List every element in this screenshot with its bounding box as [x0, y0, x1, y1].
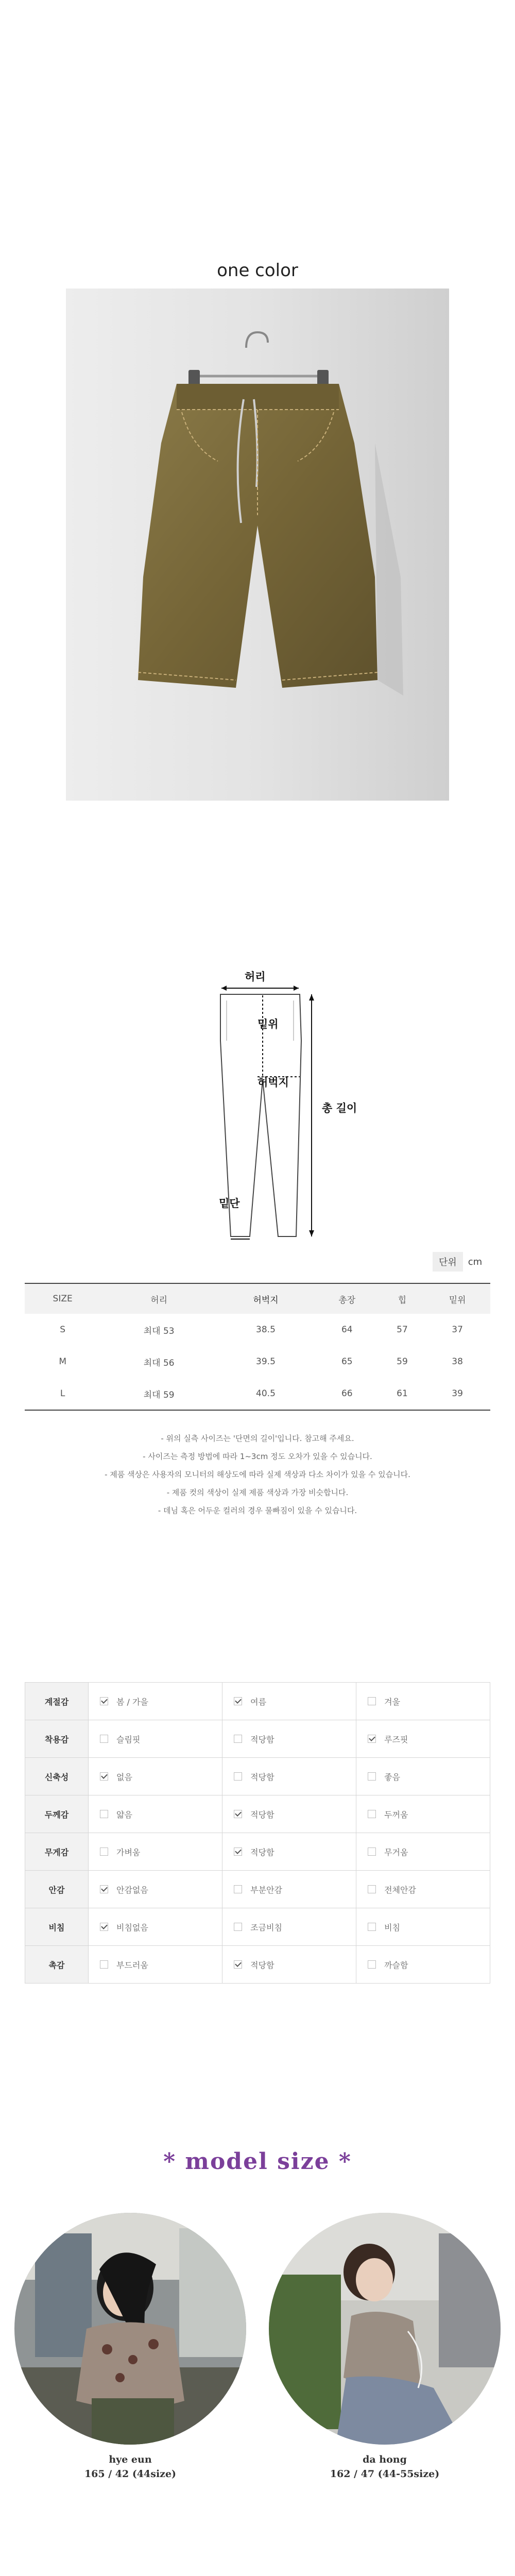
table-cell: 38 — [452, 1357, 463, 1367]
hem-label: 밑단 — [219, 1197, 240, 1210]
fit-option — [356, 1908, 490, 1946]
table-cell: 38.5 — [256, 1325, 276, 1335]
fit-option-label: 부드러움 — [116, 1960, 148, 1970]
fit-option-label: 가벼움 — [116, 1847, 141, 1857]
fit-row — [25, 1683, 490, 1720]
checkbox-empty-icon — [368, 1810, 376, 1818]
fit-option-label: 적당함 — [250, 1847, 274, 1857]
fit-option — [89, 1871, 222, 1908]
fit-category: 안감 — [25, 1871, 89, 1908]
checkbox-empty-icon — [368, 1885, 376, 1893]
fit-option — [89, 1720, 222, 1758]
checkbox-empty-icon — [234, 1885, 242, 1893]
note-line: - 제품 컷의 색상이 실제 제품 색상과 가장 비슷합니다. — [166, 1488, 349, 1497]
fit-row — [25, 1833, 490, 1871]
fit-option — [89, 1795, 222, 1833]
fit-option-label: 겨울 — [384, 1697, 400, 1707]
note-line: - 데님 혹은 어두운 컬러의 경우 물빠짐이 있을 수 있습니다. — [158, 1506, 357, 1515]
checkbox-empty-icon — [234, 1923, 242, 1931]
checkbox-empty-icon — [234, 1735, 242, 1743]
fit-category: 착용감 — [25, 1720, 89, 1758]
thigh-label: 허벅지 — [258, 1076, 289, 1089]
header-waist: 허리 — [100, 1283, 217, 1314]
table-cell: M — [59, 1357, 66, 1367]
table-cell: L — [25, 1378, 100, 1410]
fit-option-label: 적당함 — [250, 1772, 274, 1782]
table-cell: 37 — [452, 1325, 463, 1335]
note-line: - 제품 색상은 사용자의 모니터의 해상도에 따라 실제 색상과 다소 차이가 있을 수 있습니다. — [105, 1470, 410, 1479]
fit-option-label: 슬림핏 — [116, 1734, 141, 1744]
fit-option — [356, 1833, 490, 1871]
table-cell: 65 — [341, 1357, 353, 1367]
checkbox-checked-icon — [234, 1697, 242, 1705]
model-info-2 — [269, 2452, 501, 2481]
table-cell: 39.5 — [256, 1357, 276, 1367]
table-cell: 최대 53 — [143, 1326, 175, 1336]
checkbox-checked-icon — [234, 1960, 242, 1969]
fit-category: 무게감 — [25, 1833, 89, 1871]
fit-row — [25, 1720, 490, 1758]
model-name: da hong — [363, 2454, 407, 2465]
fit-category: 촉감 — [25, 1946, 89, 1984]
fit-option-label: 비침없음 — [116, 1922, 148, 1933]
fit-category: 비침 — [25, 1908, 89, 1946]
checkbox-empty-icon — [368, 1697, 376, 1705]
note-line: - 위의 실측 사이즈는 '단면의 길이'입니다. 참고해 주세요. — [161, 1434, 354, 1443]
fit-option-label: 비침 — [384, 1922, 400, 1933]
header-thigh: 허벅지 — [217, 1283, 314, 1314]
unit-value: cm — [468, 1256, 483, 1267]
table-cell: 64 — [341, 1325, 353, 1335]
checkbox-checked-icon — [100, 1923, 108, 1931]
rise-label: 밑위 — [258, 1018, 279, 1030]
fit-option — [222, 1833, 356, 1871]
checkbox-checked-icon — [100, 1885, 108, 1893]
total-length-label: 총 길이 — [322, 1102, 357, 1114]
model-photo-2 — [269, 2213, 501, 2445]
checkbox-empty-icon — [234, 1772, 242, 1781]
fit-option-label: 적당함 — [250, 1960, 274, 1970]
fit-option — [222, 1871, 356, 1908]
table-row — [25, 1346, 490, 1378]
table-row — [25, 1314, 490, 1346]
checkbox-checked-icon — [368, 1735, 376, 1743]
size-notes — [0, 1430, 515, 1520]
checkbox-empty-icon — [100, 1810, 108, 1818]
fit-option — [222, 1720, 356, 1758]
checkbox-empty-icon — [368, 1772, 376, 1781]
fit-option — [222, 1946, 356, 1984]
fit-option-label: 적당함 — [250, 1809, 274, 1820]
fit-row — [25, 1758, 490, 1795]
checkbox-checked-icon — [234, 1810, 242, 1818]
checkbox-empty-icon — [368, 1923, 376, 1931]
fit-row — [25, 1871, 490, 1908]
unit-indicator — [433, 1252, 487, 1272]
fit-option-label: 두꺼움 — [384, 1809, 408, 1820]
header-hip: 힙 — [380, 1283, 425, 1314]
fit-category: 신축성 — [25, 1758, 89, 1795]
table-cell: 57 — [397, 1325, 408, 1335]
fit-option — [89, 1908, 222, 1946]
table-cell: S — [60, 1325, 66, 1335]
header-rise: 밑위 — [424, 1283, 490, 1314]
table-cell: 최대 56 — [143, 1358, 175, 1368]
fit-option-label: 까슬함 — [384, 1960, 408, 1970]
unit-label: 단위 — [433, 1252, 463, 1272]
fit-option — [222, 1795, 356, 1833]
fit-row — [25, 1946, 490, 1984]
fit-option-label: 부분안감 — [250, 1885, 282, 1895]
fit-option-label: 적당함 — [250, 1734, 274, 1744]
fit-option-label: 봄 / 가을 — [116, 1697, 148, 1707]
fit-option — [356, 1758, 490, 1795]
checkbox-checked-icon — [100, 1772, 108, 1781]
fit-option — [356, 1720, 490, 1758]
fit-option — [89, 1758, 222, 1795]
fit-option-label: 여름 — [250, 1697, 267, 1707]
fit-row — [25, 1908, 490, 1946]
fit-option-label: 없음 — [116, 1772, 132, 1782]
fit-row — [25, 1795, 490, 1833]
waist-label: 허리 — [245, 971, 266, 983]
checkbox-checked-icon — [234, 1848, 242, 1856]
model-size: 162 / 47 (44-55size) — [330, 2468, 440, 2480]
fit-category: 계절감 — [25, 1683, 89, 1720]
fit-option — [222, 1683, 356, 1720]
checkbox-empty-icon — [100, 1735, 108, 1743]
fit-option — [222, 1758, 356, 1795]
fit-table — [25, 1682, 490, 1984]
table-cell: 최대 59 — [100, 1378, 217, 1410]
fit-option-label: 루즈핏 — [384, 1734, 408, 1744]
fit-option — [222, 1908, 356, 1946]
table-cell: 66 — [314, 1378, 380, 1410]
fit-option — [89, 1946, 222, 1984]
size-table — [25, 1283, 490, 1411]
fit-option-label: 좋음 — [384, 1772, 400, 1782]
fit-category: 두께감 — [25, 1795, 89, 1833]
fit-option — [356, 1795, 490, 1833]
model-size-title: * model size * — [163, 2148, 352, 2175]
fit-option-label: 조금비침 — [250, 1922, 282, 1933]
table-cell: 40.5 — [217, 1378, 314, 1410]
header-size: SIZE — [25, 1283, 100, 1314]
model-photo-1 — [14, 2213, 246, 2445]
size-table-header — [25, 1283, 490, 1314]
checkbox-empty-icon — [100, 1960, 108, 1969]
model-size: 165 / 42 (44size) — [84, 2468, 177, 2480]
fit-option — [89, 1683, 222, 1720]
fit-option-label: 무거움 — [384, 1847, 408, 1857]
model-info-1 — [14, 2452, 246, 2481]
model-name: hye eun — [109, 2454, 152, 2465]
fit-option-label: 전체안감 — [384, 1885, 416, 1895]
note-line: - 사이즈는 측정 방법에 따라 1~3cm 정도 오차가 있을 수 있습니다. — [143, 1452, 372, 1461]
fit-option — [356, 1871, 490, 1908]
table-cell: 39 — [424, 1378, 490, 1410]
checkbox-empty-icon — [100, 1848, 108, 1856]
fit-option-label: 안감없음 — [116, 1885, 148, 1895]
color-label: one color — [217, 260, 298, 281]
fit-option-label: 얇음 — [116, 1809, 132, 1820]
table-cell: 59 — [397, 1357, 408, 1367]
table-row — [25, 1378, 490, 1410]
checkbox-empty-icon — [368, 1848, 376, 1856]
fit-option — [356, 1946, 490, 1984]
fit-option — [356, 1683, 490, 1720]
measurement-diagram — [206, 969, 391, 1247]
checkbox-empty-icon — [368, 1960, 376, 1969]
fit-option — [89, 1833, 222, 1871]
checkbox-checked-icon — [100, 1697, 108, 1705]
header-length: 총장 — [314, 1283, 380, 1314]
product-photo — [66, 289, 449, 801]
table-cell: 61 — [380, 1378, 425, 1410]
